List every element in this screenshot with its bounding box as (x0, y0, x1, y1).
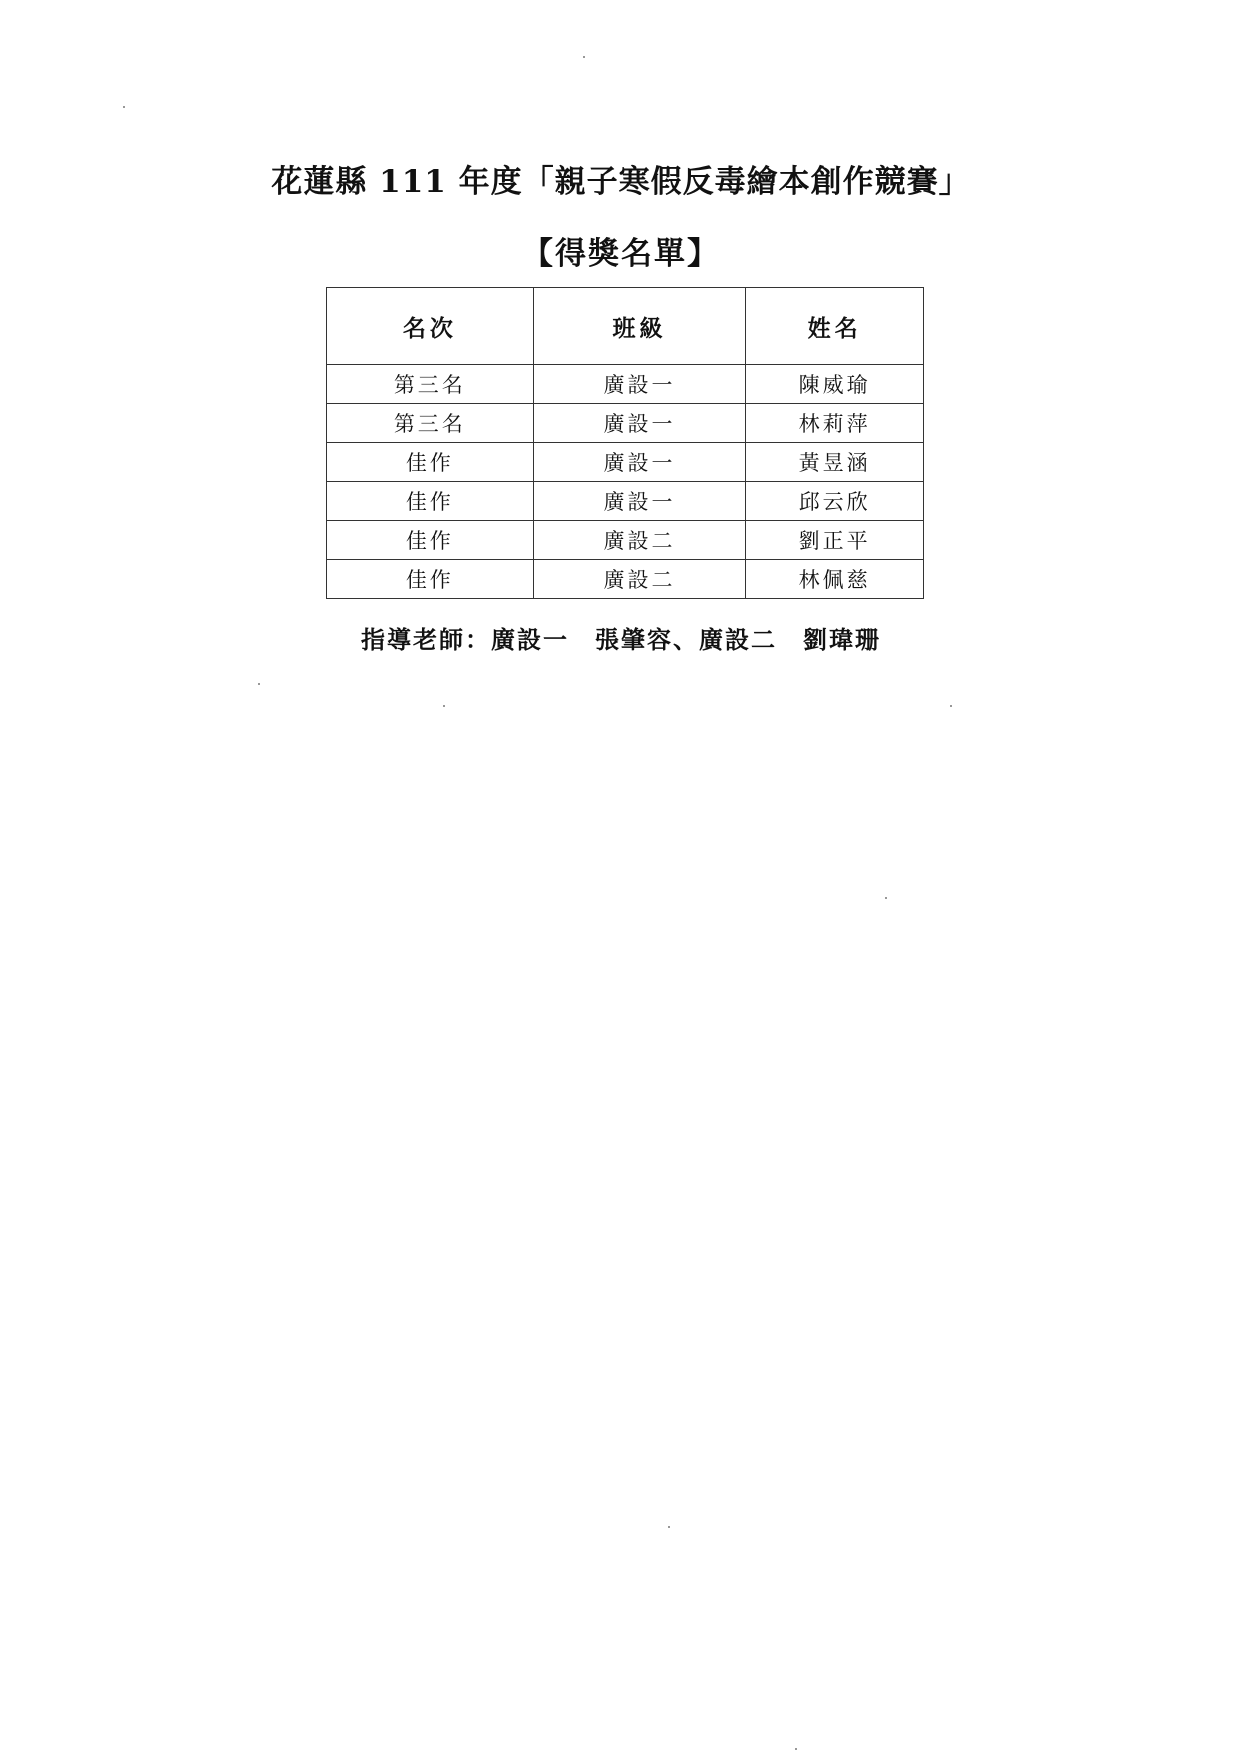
scan-speck (950, 705, 952, 707)
scan-speck (795, 1748, 797, 1750)
scan-speck (123, 106, 125, 108)
cell-class: 廣設一 (533, 443, 746, 482)
table-row (327, 365, 924, 404)
table-header-row (327, 288, 924, 365)
scan-speck (443, 705, 445, 707)
cell-class: 廣設一 (533, 482, 746, 521)
cell-class: 廣設二 (533, 560, 746, 599)
document-subtitle: 【得獎名單】 (522, 236, 720, 272)
cell-name: 黃昱涵 (746, 443, 924, 482)
cell-rank: 佳作 (327, 560, 534, 599)
cell-name: 林莉萍 (746, 404, 924, 443)
scan-speck (885, 897, 887, 899)
cell-name: 林佩慈 (746, 560, 924, 599)
cell-class: 廣設一 (533, 365, 746, 404)
scan-speck (668, 1526, 670, 1528)
scan-speck (258, 683, 260, 685)
document-title: 花蓮縣 111 年度「親子寒假反毒繪本創作競賽」 (271, 164, 971, 200)
table-row (327, 482, 924, 521)
cell-rank: 佳作 (327, 443, 534, 482)
table-row (327, 560, 924, 599)
cell-rank: 佳作 (327, 482, 534, 521)
cell-rank: 佳作 (327, 521, 534, 560)
cell-class: 廣設二 (533, 521, 746, 560)
cell-rank: 第三名 (327, 404, 534, 443)
cell-name: 劉正平 (746, 521, 924, 560)
header-name: 姓名 (746, 288, 924, 365)
cell-class: 廣設一 (533, 404, 746, 443)
cell-name: 陳威瑜 (746, 365, 924, 404)
scan-speck (583, 56, 585, 58)
table-row (327, 521, 924, 560)
table-row (327, 404, 924, 443)
table-row (327, 443, 924, 482)
advisor-line: 指導老師：廣設一 張肇容、廣設二 劉瑋珊 (361, 625, 881, 654)
cell-rank: 第三名 (327, 365, 534, 404)
header-rank: 名次 (327, 288, 534, 365)
cell-name: 邱云欣 (746, 482, 924, 521)
award-table (326, 287, 924, 599)
header-class: 班級 (533, 288, 746, 365)
